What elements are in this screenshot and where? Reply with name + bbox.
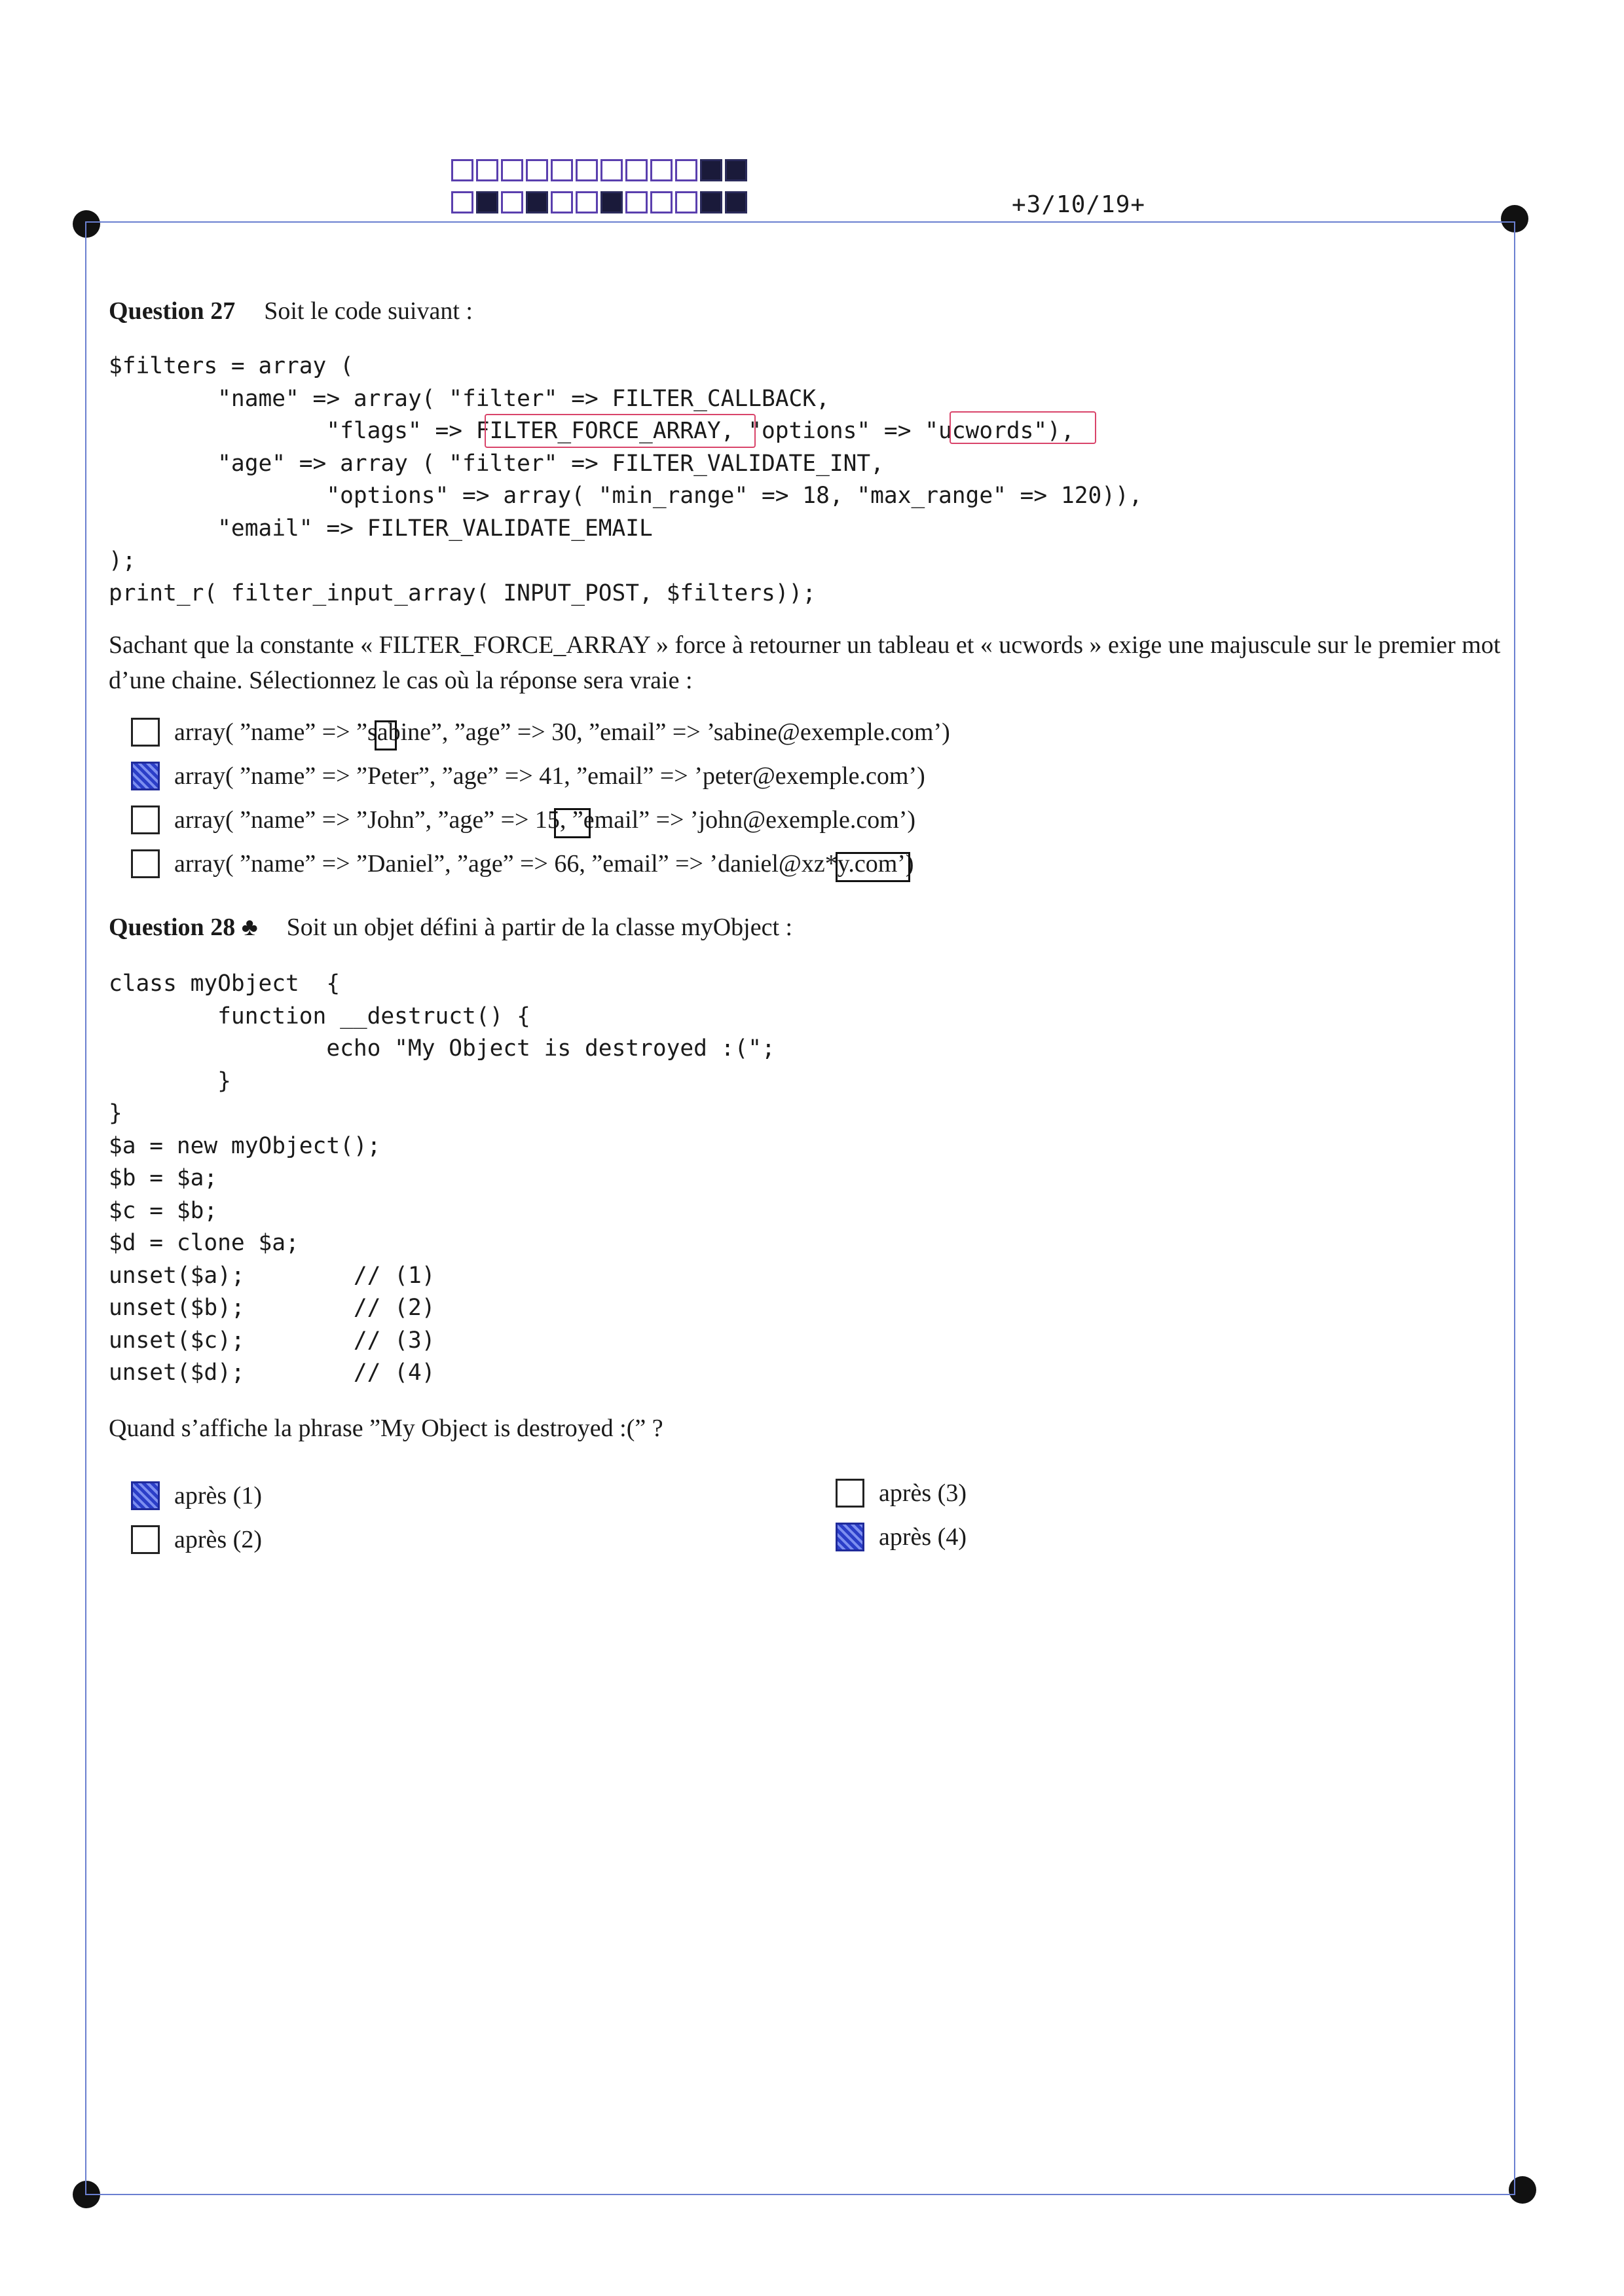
code-block-q27: $filters = array ( "name" => array( "filter" => FILTER_CALLBACK, "flags" => FILTER_FORCE_ARRAY, "options" => "ucwords"), "age" => array ( "filter" => FILTER_VALIDATE_INT, "options" => array( "min_range" => 18, "max_range" => 120)), "email" => FILTER_VALIDATE_EMAIL ); print_r( filter_input_array( INPUT_POST, $filters)); — [109, 353, 1143, 606]
answer-checkbox[interactable] — [131, 1481, 160, 1510]
answer-option[interactable] — [131, 762, 925, 790]
answer-option[interactable] — [131, 849, 914, 878]
annotation-mark — [836, 852, 910, 882]
question-27-header — [109, 297, 473, 325]
answer-checkbox[interactable] — [131, 762, 160, 790]
code-block-q28: class myObject { function __destruct() { echo "My Object is destroyed :("; } } $a = new myObject(); $b = $a; $c = $b; $d = clone $a; unset($a); // (1) unset($b); // (2) unset($c); // (3) unset($d); // (4) — [109, 971, 775, 1386]
question-number: Question 28 ♣ — [109, 914, 258, 941]
annotation-mark — [485, 414, 756, 448]
answer-option[interactable] — [836, 1523, 967, 1551]
answer-label: array( ”name” => ”Peter”, ”age” => 41, ”email” => ’peter@exemple.com’) — [174, 762, 925, 790]
answer-checkbox[interactable] — [836, 1479, 864, 1508]
answer-label: après (1) — [174, 1482, 262, 1509]
question-intro: Soit un objet défini à partir de la classe myObject : — [286, 914, 793, 941]
question-28-prompt: Quand s’affiche la phrase ”My Object is destroyed :(” ? — [109, 1415, 663, 1442]
annotation-mark — [554, 808, 591, 838]
annotation-mark — [950, 411, 1096, 444]
answer-label: array( ”name” => ”John”, ”age” => 15, ”email” => ’john@exemple.com’) — [174, 806, 916, 834]
binary-code-strip-top — [451, 159, 747, 181]
answer-option[interactable] — [836, 1479, 967, 1508]
answer-label: array( ”name” => ”Daniel”, ”age” => 66, ”email” => ’daniel@xz*y.com’) — [174, 850, 914, 878]
answer-checkbox[interactable] — [131, 1525, 160, 1554]
answer-option[interactable] — [131, 1481, 262, 1510]
answer-checkbox[interactable] — [131, 849, 160, 878]
answer-option[interactable] — [131, 718, 950, 747]
question-27-paragraph: Sachant que la constante « FILTER_FORCE_ARRAY » force à retourner un tableau et « ucwords » exige une majuscule sur le premier mot d’une chaine. Sélectionnez le cas où la réponse sera vraie : — [109, 631, 1501, 694]
binary-code-strip-bottom — [451, 191, 747, 213]
question-28-header — [109, 913, 792, 942]
answer-label: array( ”name” => ”sabine”, ”age” => 30, ”email” => ’sabine@exemple.com’) — [174, 718, 950, 746]
answer-label: après (3) — [879, 1479, 967, 1507]
page-id: +3/10/19+ — [1012, 191, 1146, 218]
answer-label: après (4) — [879, 1523, 967, 1551]
answer-label: après (2) — [174, 1526, 262, 1553]
answer-option[interactable] — [131, 805, 915, 834]
question-intro: Soit le code suivant : — [264, 297, 473, 325]
answer-option[interactable] — [131, 1525, 262, 1554]
question-number: Question 27 — [109, 297, 236, 325]
answer-checkbox[interactable] — [131, 805, 160, 834]
answer-checkbox[interactable] — [131, 718, 160, 747]
annotation-mark — [375, 720, 397, 750]
answer-checkbox[interactable] — [836, 1523, 864, 1551]
